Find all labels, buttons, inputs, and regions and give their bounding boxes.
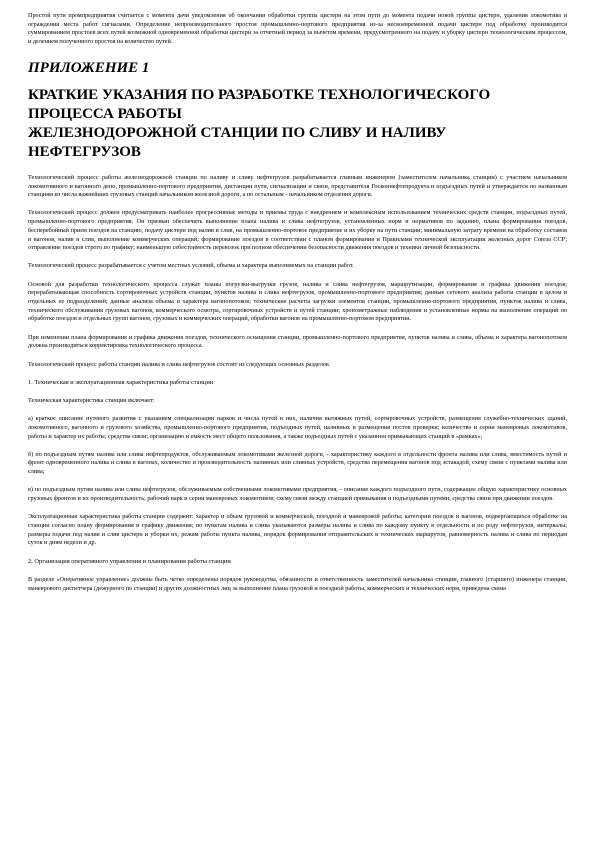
- title-line-3: ЖЕЛЕЗНОДОРОЖНОЙ СТАНЦИИ ПО СЛИВУ И НАЛИВУ: [28, 124, 447, 141]
- appendix-label: ПРИЛОЖЕНИЕ 1: [28, 59, 150, 76]
- section-1-heading: 1. Техническая и эксплуатационная характеристика работы станции: [28, 378, 214, 386]
- section-2-text: В разделе «Оперативное управление» должны быть четко определены порядок руководства, обязанности и ответственность заместителей начальника станции, главного (старшего) инженера станции, маневрового диспетчера (дежурного по станции) и других должностных лиц за выполнение плана грузовой и поездной работы, коммерческих и технических норм, приведена схема: [28, 575, 567, 592]
- paragraph-basis: Основой для разработки технологического процесса служат планы погрузки-выгрузки грузов, налива и слива нефтегрузов, маршрутизации, формирования и графика движения поездов; перерабатывающая способность сортировочных устройств станции, пунктов налива и слива нефтегрузов, промышленно-портового предприятия; данные сетевого анализа работы станции в целом и отдельных ее подразделений; данные анализа объема и характера вагонопотоков; технические расчеты загрузки элементов станции, промышленно-портового предприятия, пунктов налива и слива, технического обслуживания грузовых вагонов, коммерческого осмотра, сортировочных устройств и путей станции; хронометражные наблюдения и установленные нормы на выполнение операций по обработке поездов и отдельных групп вагонов, грузовых и коммерческих операций, обработки вагонов на промышленно-портовом предприятии.: [28, 280, 567, 323]
- section-1-item-c: в) по подъездным путям налива или слива нефтегрузов, обслуживаемым собственными локомотивами предприятия, - описание каждого подъездного пути, содержащее общую характеристику основных грузовых фронтов и их производительность; рабочий парк и серии маневровых локомотивов; схему связи между станцией примыкания и подъездными путями; средства связи при движении поездов.: [28, 486, 567, 503]
- section-1-item-b: б) по подъездным путям налива или слива нефтепродуктов, обслуживаемым локомотивами железной дороги, - характеристику каждого в отдельности фронта налива или слива, вместимость путей и фронт одновременного налива и слива в вагонах, количество и производительность наливных или сливных устройств, средства перемещения вагонов под эстакадой, схему связи с пунктами налива или слива;: [28, 450, 567, 476]
- paragraph-changes: При изменении плана формирования и графика движения поездов, технического оснащения станции, промышленно-портового предприятия, пунктов налива и слива, объема и характера вагонопотоков должна производиться корректировка технологического процесса.: [28, 333, 567, 350]
- title-line-2: ПРОЦЕССА РАБОТЫ: [28, 105, 182, 122]
- title-line-4: НЕФТЕГРУЗОВ: [28, 143, 141, 160]
- paragraph-sections: Технологический процесс работы станции налива и слива нефтегрузов состоит из следующих основных разделов.: [28, 360, 331, 368]
- section-1-operational: Эксплуатационная характеристика работы станции содержит: характер и объем грузовой и коммерческой, поездной и маневровой работы; категории поездов и вагонов, подвергающихся обработке на станции согласно плану формирования и графику движения; по пунктам налива и слива указываются размеры налива и слива по каждому пункту в отдельности и по роду нефтегрузов, интервалы; размеры подачи под налив и слив цистерн и уборки их, режим работы пункта налива, порядок формирования отправительских и технических маршрутов, равномерность налива и слива по периодам суток и дням недели и др.: [28, 513, 567, 547]
- document-title: [28, 86, 567, 162]
- paragraph-methods: Технологический процесс должен предусматривать наиболее прогрессивные методы и приемы труда с внедрением и комплексным использованием технических средств станции, подъездных путей, промышленно-портового предприятия. Он призван обеспечить выполнение плана налива и слива нефтегрузов, установленных норм и нормативов по заданию, плана формирования поездов, бесперебойный прием поездов на станцию, подачу цистерн под налив и слив, на промышленно-портовое предприятие и их уборку на пути станции; минимальную затрату времени на обработку составов и вагонов, налив и слив, выполнение коммерческих операций; формирование поездов в соответствии с планом формирования и Правилами технической эксплуатации железных дорог Союза ССР; отправление поездов строго по графику; наименьшую себестоимость перевозок при полном обеспечении безопасности движения поездов и техники личной безопасности.: [28, 209, 567, 252]
- section-1-item-a: а) краткое описание путевого развития с указанием специализации парков и числа путей в них, наличия вытяжных путей, сортировочных устройств, размещения служебно-технических зданий, локомотивного, вагонного и грузового хозяйства, промышленно-портового предприятия, подъездных путей, наливных и размещения постов проверки; количества и серии маневровых локомотивов, работы и характер их работы; средства связи; организацию и емкость мест общего пользования, а также подъездных путей с указанием примыкающих станций в «рамках»;: [28, 415, 567, 440]
- section-2-heading: 2. Организация оперативного управления и планирования работы станции: [28, 557, 231, 565]
- intro-paragraph: Простой пути промпредприятия считается с момента дачи уведомления об окончании обработки группы цистерн на этом пути до момента подачи новой группы цистерн, удаления локомотива и ограждения места работ сигналами. Определение непроизводительного простоя промышленно-портового предприятия из-за несвоевременной подачи цистерн под обработку производится суммированием простоев всех путей возможной одновременной обработки цистерн за отчетный период за вычетом времени, предусмотренного на подачу и уборку цистерн технологическим процессом, и делением полученного простоя на количество путей.: [28, 12, 567, 46]
- paragraph-local-conditions: Технологический процесс разрабатывается с учетом местных условий, объема и характера выполняемых на станции работ.: [28, 262, 354, 270]
- title-line-1: КРАТКИЕ УКАЗАНИЯ ПО РАЗРАБОТКЕ ТЕХНОЛОГИЧЕСКОГО: [28, 86, 491, 103]
- paragraph-developer: Технологический процесс работы железнодорожной станции по наливу и сливу нефтегрузов разрабатывается главным инженером (заместителем начальника станции) с участием начальников локомотивного и вагонного депо, промышленно-портового предприятия, дистанции пути, сигнализации и связи, представителя Госконнефтепродукта и подъездных путей и утверждается по названным станциям из числа важнейших грузовых станций начальником железной дороги, а по остальным - начальником отделения дороги.: [28, 173, 567, 199]
- section-1-subheading: Техническая характеристика станции включает:: [28, 396, 155, 404]
